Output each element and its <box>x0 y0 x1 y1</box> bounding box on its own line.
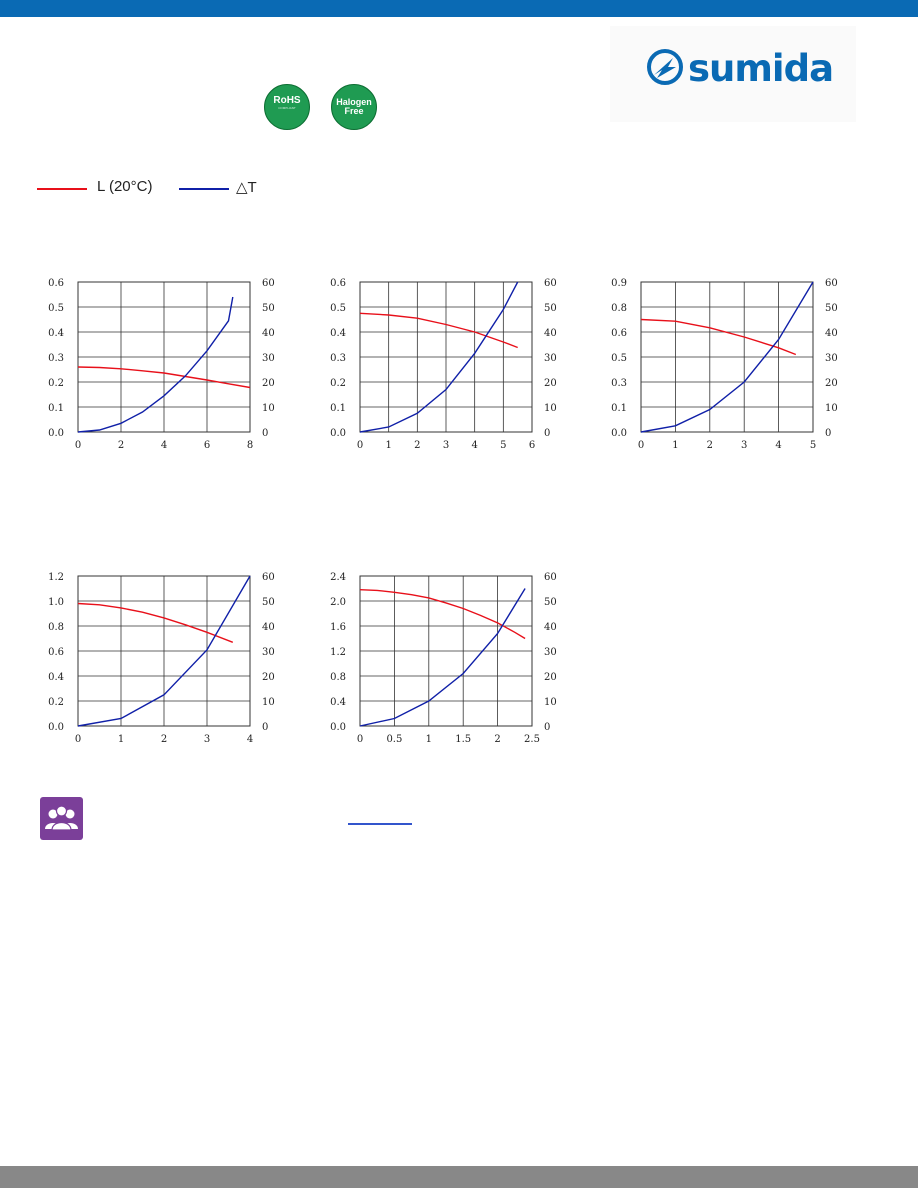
y-right-tick-label: 20 <box>825 378 838 389</box>
series-line-inductance <box>78 604 233 643</box>
y-right-tick-label: 50 <box>262 303 275 314</box>
y-right-tick-label: 60 <box>544 278 557 289</box>
y-right-tick-label: 0 <box>544 722 551 733</box>
y-left-tick-label: 0.4 <box>48 672 64 683</box>
y-right-tick-label: 50 <box>544 597 557 608</box>
x-tick-label: 3 <box>442 440 450 451</box>
y-right-tick-label: 20 <box>544 672 557 683</box>
y-right-tick-label: 60 <box>262 572 275 583</box>
y-left-tick-label: 0.0 <box>330 428 346 439</box>
x-tick-label: 0 <box>356 734 364 745</box>
x-tick-label: 1 <box>672 440 679 451</box>
y-right-tick-label: 60 <box>825 278 838 289</box>
x-tick-label: 4 <box>160 440 168 451</box>
y-right-tick-label: 0 <box>544 428 551 439</box>
x-tick-label: 2 <box>117 440 125 451</box>
y-left-tick-label: 0.1 <box>330 403 346 414</box>
y-left-tick-label: 0.3 <box>330 353 346 364</box>
x-tick-label: 5 <box>809 440 817 451</box>
x-tick-label: 2 <box>494 734 501 745</box>
y-left-tick-label: 0.8 <box>330 672 346 683</box>
rohs-badge <box>264 84 310 130</box>
y-left-tick-label: 0.3 <box>48 353 64 364</box>
y-left-tick-label: 0.5 <box>330 303 346 314</box>
y-left-tick-label: 2.0 <box>330 597 346 608</box>
y-right-tick-label: 60 <box>544 572 557 583</box>
series-line-temperature-rise <box>78 297 233 432</box>
team-icon[interactable] <box>40 797 83 840</box>
y-left-tick-label: 0.4 <box>330 328 346 339</box>
x-tick-label: 1 <box>117 734 125 745</box>
y-right-tick-label: 40 <box>262 328 275 339</box>
y-right-tick-label: 30 <box>262 647 275 658</box>
legend-swatch-inductance <box>37 188 87 190</box>
halogen-free-badge <box>331 84 377 130</box>
x-tick-label: 4 <box>471 440 478 451</box>
y-right-tick-label: 30 <box>262 353 275 364</box>
y-left-tick-label: 0.8 <box>611 303 627 314</box>
x-tick-label: 2.5 <box>524 734 540 745</box>
y-left-tick-label: 0.1 <box>48 403 64 414</box>
y-left-tick-label: 1.6 <box>330 622 346 633</box>
y-right-tick-label: 40 <box>544 328 557 339</box>
legend-label-temperature-rise: △T <box>236 179 257 196</box>
y-left-tick-label: 0.3 <box>611 378 627 389</box>
x-tick-label: 2 <box>414 440 421 451</box>
y-left-tick-label: 0.0 <box>330 722 346 733</box>
x-tick-label: 0 <box>74 734 82 745</box>
x-tick-label: 2 <box>160 734 168 745</box>
rohs-badge-title: RoHS <box>273 95 301 106</box>
x-tick-label: 1 <box>425 734 432 745</box>
hyperlink-underline[interactable] <box>348 823 412 825</box>
x-tick-label: 4 <box>775 440 782 451</box>
y-left-tick-label: 0.2 <box>48 378 64 389</box>
y-right-tick-label: 10 <box>262 697 275 708</box>
x-tick-label: 0 <box>356 440 364 451</box>
y-right-tick-label: 30 <box>825 353 838 364</box>
y-left-tick-label: 0.0 <box>48 428 64 439</box>
brand-logo-text: sumida <box>688 47 834 90</box>
y-right-tick-label: 20 <box>544 378 557 389</box>
y-left-tick-label: 0.0 <box>611 428 627 439</box>
series-line-inductance <box>360 313 518 347</box>
team-icon-glyph <box>40 797 83 840</box>
chart-1 <box>30 270 275 470</box>
y-right-tick-label: 10 <box>544 403 557 414</box>
y-right-tick-label: 30 <box>544 353 557 364</box>
top-accent-bar <box>0 0 918 17</box>
x-tick-label: 5 <box>500 440 507 451</box>
y-left-tick-label: 0.2 <box>330 378 346 389</box>
y-left-tick-label: 0.1 <box>611 403 627 414</box>
y-left-tick-label: 2.4 <box>330 572 346 583</box>
y-left-tick-label: 0.6 <box>48 278 64 289</box>
y-right-tick-label: 50 <box>825 303 838 314</box>
x-tick-label: 1.5 <box>455 734 472 745</box>
y-left-tick-label: 0.2 <box>48 697 64 708</box>
y-right-tick-label: 50 <box>544 303 557 314</box>
x-tick-label: 3 <box>203 734 211 745</box>
legend-swatch-temperature-rise <box>179 188 229 190</box>
y-right-tick-label: 10 <box>544 697 557 708</box>
y-left-tick-label: 0.9 <box>611 278 627 289</box>
y-right-tick-label: 0 <box>825 428 832 439</box>
chart-5 <box>312 564 557 764</box>
x-tick-label: 4 <box>246 734 254 745</box>
y-left-tick-label: 0.4 <box>48 328 64 339</box>
y-right-tick-label: 30 <box>544 647 557 658</box>
halogen-badge-subtitle: Free <box>344 106 364 116</box>
y-right-tick-label: 40 <box>262 622 275 633</box>
y-right-tick-label: 10 <box>262 403 275 414</box>
y-left-tick-label: 0.5 <box>611 353 627 364</box>
y-right-tick-label: 0 <box>262 722 269 733</box>
y-left-tick-label: 0.4 <box>330 697 346 708</box>
x-tick-label: 1 <box>385 440 392 451</box>
y-left-tick-label: 0.0 <box>48 722 64 733</box>
series-line-inductance <box>641 320 796 355</box>
y-left-tick-label: 1.2 <box>330 647 346 658</box>
y-left-tick-label: 0.6 <box>330 278 346 289</box>
y-right-tick-label: 0 <box>262 428 269 439</box>
y-right-tick-label: 60 <box>262 278 275 289</box>
x-tick-label: 8 <box>246 440 254 451</box>
y-left-tick-label: 0.6 <box>611 328 627 339</box>
chart-3 <box>593 270 838 470</box>
sumida-logo-mark-icon <box>646 48 684 86</box>
series-line-temperature-rise <box>360 589 525 727</box>
y-right-tick-label: 10 <box>825 403 838 414</box>
legend-label-inductance: L (20°C) <box>97 178 153 195</box>
y-right-tick-label: 40 <box>825 328 838 339</box>
y-left-tick-label: 1.0 <box>48 597 64 608</box>
y-right-tick-label: 20 <box>262 378 275 389</box>
x-tick-label: 6 <box>203 440 211 451</box>
x-tick-label: 0.5 <box>386 734 403 745</box>
x-tick-label: 0 <box>74 440 82 451</box>
rohs-badge-subtitle: COMPLIANT <box>278 106 296 110</box>
y-right-tick-label: 20 <box>262 672 275 683</box>
bottom-bar <box>0 1166 918 1188</box>
x-tick-label: 3 <box>741 440 748 451</box>
chart-4 <box>30 564 275 764</box>
y-right-tick-label: 50 <box>262 597 275 608</box>
halogen-badge-title: Halogen <box>336 97 372 107</box>
y-left-tick-label: 0.6 <box>48 647 64 658</box>
x-tick-label: 0 <box>637 440 645 451</box>
y-right-tick-label: 40 <box>544 622 557 633</box>
y-left-tick-label: 1.2 <box>48 572 64 583</box>
series-line-inductance <box>360 590 525 639</box>
chart-2 <box>312 270 557 470</box>
y-left-tick-label: 0.8 <box>48 622 64 633</box>
y-left-tick-label: 0.5 <box>48 303 64 314</box>
x-tick-label: 2 <box>706 440 713 451</box>
x-tick-label: 6 <box>528 440 536 451</box>
